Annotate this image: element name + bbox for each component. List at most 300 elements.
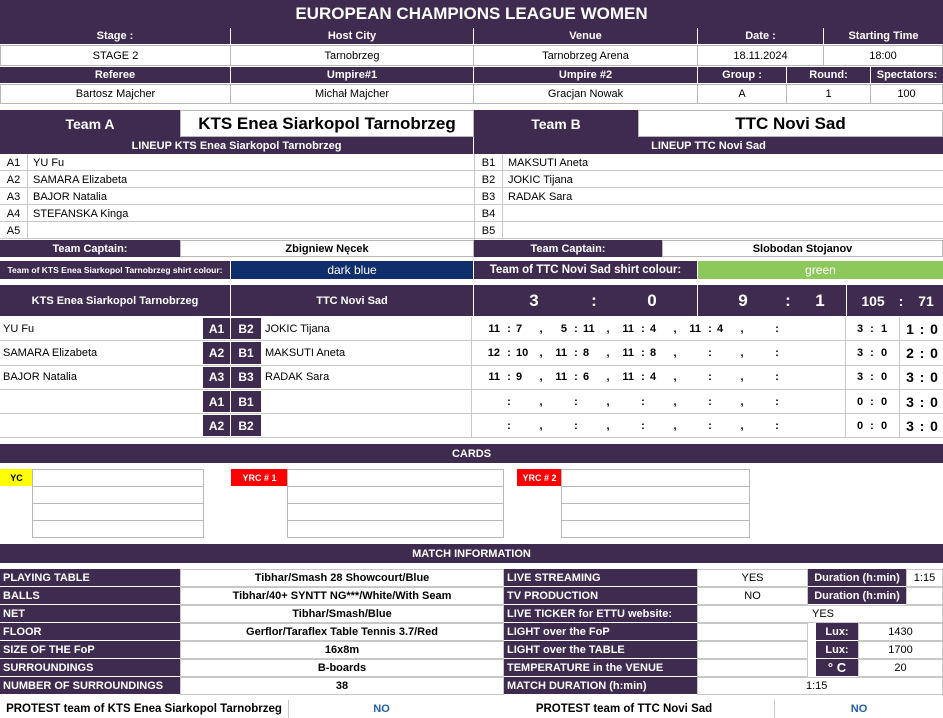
set-score-a: 11: [555, 346, 567, 359]
match-player-a: BAJOR Natalia: [3, 371, 77, 384]
result-a: 2: [906, 344, 914, 361]
set-score-colon: :: [775, 322, 779, 335]
set-score-a: 11: [622, 346, 634, 359]
set-score-b: 4: [650, 322, 657, 335]
host-city-value: Tarnobrzeg: [230, 45, 474, 66]
set-score: [679, 317, 740, 340]
lineup-a-code: A5: [0, 222, 28, 239]
games-score-colon: :: [785, 290, 791, 310]
games-colon: :: [870, 346, 874, 359]
match-info-sub-value: [906, 587, 943, 605]
matches-score-colon: :: [591, 290, 597, 310]
match-info-sub-label: Lux:: [816, 641, 858, 658]
match-games: [846, 414, 900, 437]
set-score-a: [679, 414, 701, 437]
set-score-a: 5: [560, 322, 567, 335]
games-score: [698, 285, 846, 316]
match-info-value: NO: [697, 587, 808, 605]
set-score: [478, 414, 539, 437]
lineup-a-player: BAJOR Natalia: [33, 190, 107, 203]
lineup-a-row: [0, 205, 474, 222]
match-result: [901, 390, 943, 413]
set-score-a: [679, 341, 701, 364]
card-entry[interactable]: [561, 469, 750, 487]
points-score: [847, 285, 943, 316]
lineup-a-row: [0, 188, 474, 205]
lineup-a-list: [0, 154, 474, 240]
stage-header: Stage :: [0, 28, 230, 44]
set-score-a: [679, 390, 701, 413]
venue-header: Venue: [474, 28, 697, 44]
set-score-colon: :: [574, 419, 578, 432]
match-sets: [474, 317, 846, 340]
match-row: [0, 317, 943, 341]
match-info-blank: [697, 623, 808, 641]
lineup-b-player: JOKIC Tijana: [508, 173, 573, 186]
match-sets: [474, 390, 846, 413]
set-score: [612, 366, 673, 389]
card-entry[interactable]: [287, 520, 504, 538]
set-score-colon: :: [507, 322, 511, 335]
umpire2-value: Gracjan Nowak: [473, 84, 698, 104]
starting-time-value: 18:00: [823, 45, 943, 66]
lineup-b-player: [505, 205, 940, 222]
set-separator: ,: [539, 322, 543, 335]
lineup-a-row: [0, 154, 474, 171]
match-row: [0, 414, 943, 438]
games-score-b: 1: [815, 290, 825, 310]
match-code-b: B2: [231, 415, 261, 436]
set-separator: ,: [673, 395, 677, 408]
match-code-b: B1: [231, 391, 261, 412]
set-score-b: [516, 390, 538, 413]
match-info-left: [0, 569, 504, 695]
lineup-a-row: [0, 222, 474, 239]
set-score-b: 11: [583, 322, 595, 335]
result-colon: :: [919, 393, 925, 410]
set-separator: ,: [673, 419, 677, 432]
set-score-colon: :: [507, 395, 511, 408]
set-score: [746, 317, 807, 340]
points-score-colon: :: [898, 292, 904, 309]
lineup-a-code: A3: [0, 188, 28, 205]
set-separator: ,: [740, 346, 744, 359]
set-score-colon: :: [708, 371, 712, 384]
lineup-b-header: LINEUP TTC Novi Sad: [474, 137, 943, 154]
result-b: 0: [930, 320, 938, 337]
set-score: [746, 366, 807, 389]
match-info-label: FLOOR: [0, 623, 180, 640]
match-code-a: A3: [203, 367, 230, 388]
set-score: [545, 341, 606, 364]
round-header: Round:: [787, 67, 870, 83]
match-row: [0, 390, 943, 414]
set-score-a: [478, 390, 500, 413]
match-info-sub-label: Duration (h:min): [808, 569, 906, 586]
yc-label: YC: [0, 469, 33, 486]
match-info-value: Tibhar/Smash/Blue: [180, 605, 504, 623]
set-score-colon: :: [641, 419, 645, 432]
match-sets: [474, 366, 846, 389]
match-info-blank: [697, 659, 808, 677]
set-separator: ,: [539, 371, 543, 384]
set-score-colon: :: [708, 395, 712, 408]
score-team-b: TTC Novi Sad: [231, 285, 473, 316]
match-code-a: A1: [203, 318, 230, 339]
set-score: [478, 390, 539, 413]
match-info-sub-label: Duration (h:min): [808, 587, 906, 604]
set-separator: ,: [606, 371, 610, 384]
match-player-b: MAKSUTI Aneta: [262, 341, 472, 364]
match-info-label: LIGHT over the TABLE: [504, 641, 697, 658]
shirt-a-label: Team of KTS Enea Siarkopol Tarnobrzeg shirt colour:: [0, 261, 230, 279]
set-score-colon: :: [775, 395, 779, 408]
lineup-a-row: [0, 171, 474, 188]
set-score-b: [717, 366, 739, 389]
set-score: [679, 414, 740, 437]
yrc2-label: YRC # 2: [517, 469, 562, 486]
card-entry[interactable]: [287, 469, 504, 487]
games-a: 0: [856, 395, 864, 408]
set-score: [679, 390, 740, 413]
set-score-a: [746, 341, 768, 364]
match-info-label: LIVE STREAMING: [504, 569, 697, 586]
set-score-colon: :: [507, 419, 511, 432]
match-info-label: NUMBER OF SURROUNDINGS: [0, 677, 180, 694]
match-player-a: [0, 414, 202, 437]
protest-a-label: PROTEST team of KTS Enea Siarkopol Tarnobrzeg: [6, 703, 282, 715]
lineup-b-player: MAKSUTI Aneta: [508, 156, 589, 169]
lineup-a-player: YU Fu: [33, 156, 65, 169]
set-score-colon: :: [708, 419, 712, 432]
venue-value: Tarnobrzeg Arena: [473, 45, 698, 66]
set-score-b: 8: [583, 346, 590, 359]
round-value: 1: [786, 84, 871, 104]
set-score-colon: :: [641, 395, 645, 408]
match-row: [0, 341, 943, 365]
match-info-label: SIZE OF THE FoP: [0, 641, 180, 658]
yrc1-label: YRC # 1: [231, 469, 288, 486]
set-separator: ,: [539, 419, 543, 432]
spectators-header: Spectators:: [871, 67, 943, 83]
yrc1-card-box: [231, 469, 511, 537]
lineup-b-code: B5: [475, 222, 503, 239]
match-info-header: MATCH INFORMATION: [0, 544, 943, 563]
match-games: [846, 317, 900, 340]
set-score-colon: :: [507, 346, 511, 359]
set-score-b: [583, 390, 605, 413]
match-player-a: [0, 390, 202, 413]
match-code-b: B2: [231, 318, 261, 339]
umpire1-value: Michał Majcher: [230, 84, 474, 104]
set-score-colon: :: [708, 346, 712, 359]
set-score-a: [746, 317, 768, 340]
match-info-label: TV PRODUCTION: [504, 587, 697, 604]
card-entry[interactable]: [561, 503, 750, 521]
set-score-a: [612, 414, 634, 437]
lineup-a-player: STEFANSKA Kinga: [33, 207, 129, 220]
stage-value: STAGE 2: [0, 45, 231, 66]
card-entry[interactable]: [32, 520, 204, 538]
set-score-b: 9: [516, 371, 523, 384]
card-entry[interactable]: [561, 486, 750, 504]
lineup-a-header: LINEUP KTS Enea Siarkopol Tarnobrzeg: [0, 137, 473, 154]
set-score-b: 8: [650, 346, 657, 359]
set-score: [545, 390, 606, 413]
set-separator: ,: [673, 346, 677, 359]
yrc2-card-box: [517, 469, 757, 537]
set-score: [746, 341, 807, 364]
set-score-a: 11: [622, 371, 634, 384]
set-separator: ,: [606, 322, 610, 335]
lineup-a-code: A4: [0, 205, 28, 222]
set-separator: ,: [740, 419, 744, 432]
result-a: 3: [906, 417, 914, 434]
match-result: [901, 366, 943, 389]
yc-card-box: [0, 469, 231, 537]
match-games: [846, 390, 900, 413]
match-info-value: B-boards: [180, 659, 504, 677]
points-score-b: 71: [918, 292, 934, 309]
set-score-colon: :: [574, 371, 578, 384]
result-colon: :: [919, 417, 925, 434]
match-info-right: [504, 569, 943, 695]
set-score-b: 10: [516, 346, 529, 359]
lineup-b-code: B2: [475, 171, 503, 188]
protest-a-value: NO: [288, 700, 474, 718]
set-score-b: [784, 341, 806, 364]
set-score-a: 11: [488, 322, 500, 335]
lineup-b-row: [475, 205, 943, 222]
page-title: EUROPEAN CHAMPIONS LEAGUE WOMEN: [0, 0, 943, 28]
games-score-a: 9: [738, 290, 748, 310]
set-score: [746, 390, 807, 413]
games-b: 0: [880, 419, 888, 432]
match-code-a: A1: [203, 391, 230, 412]
set-score-a: [746, 414, 768, 437]
match-info-label: LIVE TICKER for ETTU website:: [504, 605, 697, 622]
protest-b-value: NO: [774, 700, 943, 718]
captain-b-name: Slobodan Stojanov: [662, 240, 943, 257]
match-info-sub-value: 20: [858, 659, 943, 677]
set-score-colon: :: [641, 322, 645, 335]
set-score-b: [784, 390, 806, 413]
match-row: [0, 366, 943, 390]
set-separator: ,: [740, 371, 744, 384]
match-info-value: YES: [697, 569, 808, 587]
set-score-b: [583, 414, 605, 437]
set-score-a: [746, 366, 768, 389]
captain-a-name: Zbigniew Nęcek: [180, 240, 474, 257]
lineup-b-row: [475, 171, 943, 188]
match-info-value: Gerflor/Taraflex Table Tennis 3.7/Red: [180, 623, 504, 641]
set-score-b: 4: [650, 371, 657, 384]
matches-score: [474, 285, 697, 316]
result-b: 0: [930, 369, 938, 386]
match-info-sub-value: 1:15: [906, 569, 943, 587]
set-score: [545, 366, 606, 389]
set-score: [478, 366, 539, 389]
match-info-value: YES: [697, 605, 943, 623]
date-value: 18.11.2024: [697, 45, 824, 66]
set-score-b: [717, 414, 739, 437]
set-separator: ,: [606, 346, 610, 359]
result-a: 1: [906, 320, 914, 337]
match-player-a: SAMARA Elizabeta: [3, 346, 98, 359]
captain-b-label: Team Captain:: [474, 240, 662, 257]
match-player-b: JOKIC Tijana: [262, 317, 472, 340]
games-a: 0: [856, 419, 864, 432]
set-score: [612, 414, 673, 437]
card-entry[interactable]: [32, 503, 204, 521]
lineup-b-player: RADAK Sara: [508, 190, 573, 203]
set-score-a: 11: [689, 322, 701, 335]
captain-a-label: Team Captain:: [0, 240, 180, 257]
set-score-a: 11: [555, 371, 567, 384]
games-b: 1: [880, 322, 888, 335]
games-a: 3: [856, 322, 864, 335]
set-score-colon: :: [574, 346, 578, 359]
match-code-b: B3: [231, 367, 261, 388]
set-score-b: [784, 414, 806, 437]
set-score-colon: :: [708, 322, 712, 335]
set-score-b: [516, 414, 538, 437]
set-score-a: 11: [488, 371, 500, 384]
spectators-value: 100: [870, 84, 943, 104]
date-header: Date :: [698, 28, 823, 44]
set-score-colon: :: [775, 346, 779, 359]
match-info-value: Tibhar/Smash 28 Showcourt/Blue: [180, 569, 504, 587]
match-code-a: A2: [203, 342, 230, 363]
lineup-b-row: [475, 188, 943, 205]
card-entry[interactable]: [561, 520, 750, 538]
match-player-b: RADAK Sara: [262, 366, 472, 389]
shirt-b-label: Team of TTC Novi Sad shirt colour:: [474, 261, 697, 279]
games-colon: :: [870, 371, 874, 384]
set-score: [478, 317, 539, 340]
card-entry[interactable]: [32, 486, 204, 504]
set-score-b: 6: [583, 371, 590, 384]
games-a: 3: [856, 346, 864, 359]
set-score-colon: :: [507, 371, 511, 384]
match-info-value: Tibhar/40+ SYNTT NG***/White/With Seam: [180, 587, 504, 605]
lineup-b-row: [475, 222, 943, 239]
match-info-label: PLAYING TABLE: [0, 569, 180, 586]
games-a: 3: [856, 371, 864, 384]
lineup-a-code: A2: [0, 171, 28, 188]
match-result: [901, 414, 943, 437]
games-colon: :: [870, 395, 874, 408]
match-info-label: TEMPERATURE in the VENUE: [504, 659, 697, 676]
set-score-colon: :: [641, 346, 645, 359]
games-b: 0: [880, 371, 888, 384]
match-games: [846, 341, 900, 364]
team-a-label: Team A: [0, 110, 180, 137]
match-player-a: YU Fu: [3, 322, 35, 335]
set-score-a: 11: [622, 322, 634, 335]
team-b-name: TTC Novi Sad: [638, 110, 943, 137]
set-score-a: [545, 414, 567, 437]
lineup-b-code: B3: [475, 188, 503, 205]
match-player-b: [262, 390, 472, 413]
set-score: [478, 341, 539, 364]
set-score: [612, 317, 673, 340]
matches-score-a: 3: [529, 290, 539, 310]
set-separator: ,: [740, 322, 744, 335]
set-score: [545, 317, 606, 340]
match-result: [901, 341, 943, 364]
set-separator: ,: [673, 371, 677, 384]
card-entry[interactable]: [287, 503, 504, 521]
matches-score-b: 0: [647, 290, 657, 310]
result-a: 3: [906, 393, 914, 410]
match-result: [901, 317, 943, 340]
set-separator: ,: [539, 346, 543, 359]
lineup-a-player: [30, 222, 470, 239]
set-separator: ,: [539, 395, 543, 408]
set-score-a: [746, 390, 768, 413]
match-sets: [474, 414, 846, 437]
score-team-a: KTS Enea Siarkopol Tarnobrzeg: [0, 285, 230, 316]
set-score-b: [717, 390, 739, 413]
umpire2-header: Umpire #2: [474, 67, 697, 83]
set-score-a: [545, 390, 567, 413]
match-info-value: 38: [180, 677, 504, 695]
match-info-sub-label: Lux:: [816, 623, 858, 640]
shirt-a-colour: dark blue: [231, 261, 473, 279]
set-score-a: [612, 390, 634, 413]
set-score-colon: :: [574, 322, 578, 335]
card-entry[interactable]: [287, 486, 504, 504]
set-score-colon: :: [775, 371, 779, 384]
match-info-label: SURROUNDINGS: [0, 659, 180, 676]
host-city-header: Host City: [231, 28, 473, 44]
set-score-b: [650, 390, 672, 413]
games-b: 0: [880, 395, 888, 408]
lineup-b-player: [505, 222, 940, 239]
group-header: Group :: [698, 67, 786, 83]
result-b: 0: [930, 417, 938, 434]
card-entry[interactable]: [32, 469, 204, 487]
match-games: [846, 366, 900, 389]
lineup-a-player: SAMARA Elizabeta: [33, 173, 128, 186]
match-player-b: [262, 414, 472, 437]
set-separator: ,: [606, 419, 610, 432]
set-score-a: [478, 414, 500, 437]
result-colon: :: [919, 344, 925, 361]
match-info-sub-label: ° C: [816, 659, 858, 676]
result-colon: :: [919, 320, 925, 337]
result-colon: :: [919, 369, 925, 386]
referee-header: Referee: [0, 67, 230, 83]
result-a: 3: [906, 369, 914, 386]
set-score-b: [784, 317, 806, 340]
match-info-value: 1:15: [697, 677, 943, 695]
matches-table: [0, 317, 943, 438]
team-b-label: Team B: [474, 110, 638, 137]
match-sets: [474, 341, 846, 364]
set-score-b: 7: [516, 322, 523, 335]
set-score-b: [650, 414, 672, 437]
shirt-b-colour: green: [698, 261, 943, 279]
set-separator: ,: [606, 395, 610, 408]
lineup-b-code: B4: [475, 205, 503, 222]
match-info-label: LIGHT over the FoP: [504, 623, 697, 640]
umpire1-header: Umpire#1: [231, 67, 473, 83]
match-code-b: B1: [231, 342, 261, 363]
set-score: [612, 341, 673, 364]
match-info-sub-value: 1700: [858, 641, 943, 659]
